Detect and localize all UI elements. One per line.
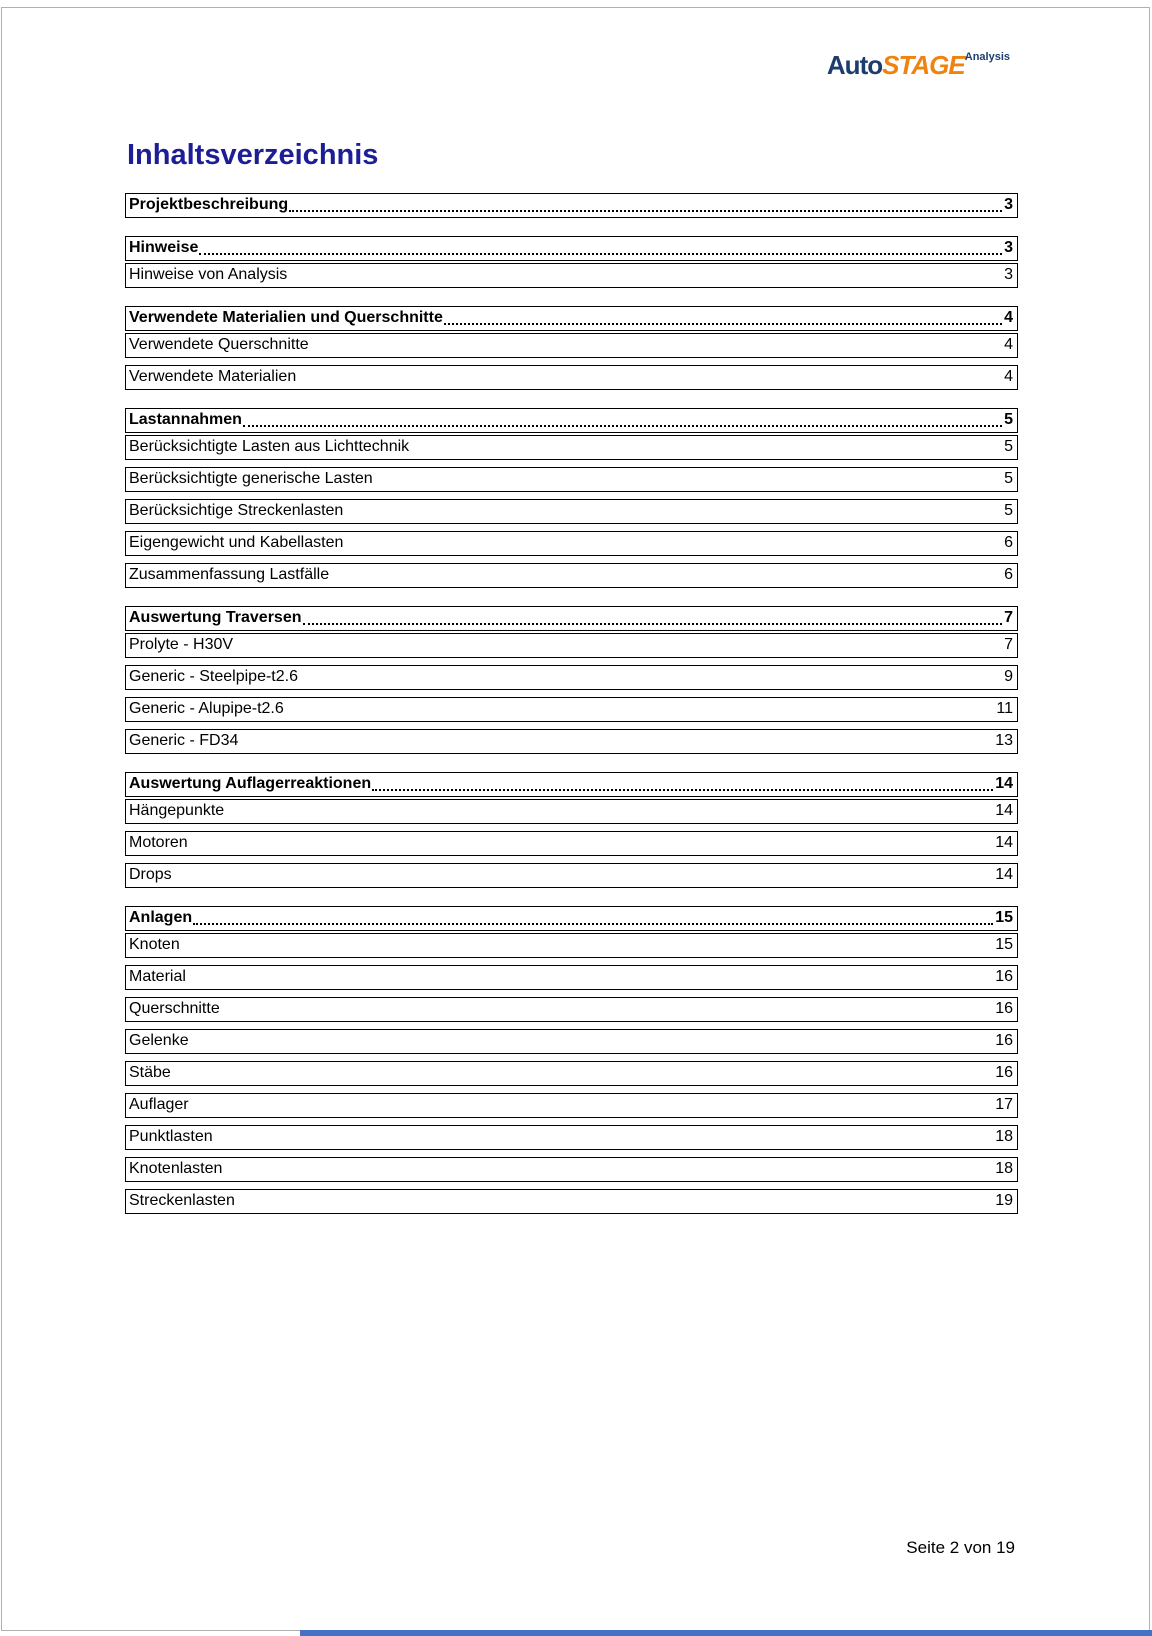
autostage-logo [827, 52, 1010, 78]
toc-entry[interactable] [125, 665, 1018, 690]
footer-page-number: Seite 2 von 19 [906, 1538, 1015, 1557]
toc-entry[interactable] [125, 531, 1018, 556]
toc-entry-label: Generic - Steelpipe-t2.6 [129, 668, 298, 685]
toc-entry[interactable] [125, 467, 1018, 492]
toc-entry-page: 4 [1004, 336, 1013, 353]
toc-entry[interactable] [125, 965, 1018, 990]
toc-entry[interactable] [125, 1029, 1018, 1054]
toc-entry-label: Knoten [129, 936, 180, 953]
toc-leader-dots [303, 623, 1003, 625]
toc-entry-label: Verwendete Materialien [129, 368, 297, 385]
toc-entry-page: 4 [1004, 368, 1013, 385]
toc-entry-page: 16 [995, 1032, 1013, 1049]
toc-entry-label: Verwendete Querschnitte [129, 336, 309, 353]
logo-text-analysis: Analysis [964, 51, 1010, 63]
toc-entry-page: 9 [1004, 668, 1013, 685]
toc-entry[interactable] [125, 1157, 1018, 1182]
toc-entry-page: 18 [995, 1160, 1013, 1177]
toc-entry-page: 19 [995, 1192, 1013, 1209]
toc-leader-dots [372, 789, 993, 791]
toc-entry-page: 6 [1004, 566, 1013, 583]
toc-entry-page: 5 [1004, 470, 1013, 487]
toc-entry[interactable] [125, 997, 1018, 1022]
toc-entry[interactable] [125, 365, 1018, 390]
toc-entry-label: Auswertung Traversen [129, 609, 302, 626]
toc-entry[interactable] [125, 633, 1018, 658]
logo-text-stage: STAGE [882, 50, 965, 80]
toc-entry[interactable] [125, 1125, 1018, 1150]
toc-entry-page: 11 [996, 700, 1013, 717]
toc-entry-label: Auflager [129, 1096, 189, 1113]
toc-entry-page: 14 [995, 775, 1013, 792]
toc-entry-label: Generic - Alupipe-t2.6 [129, 700, 284, 717]
toc-entry-page: 5 [1004, 438, 1013, 455]
toc-leader-dots [444, 323, 1002, 325]
toc-entry-label: Punktlasten [129, 1128, 213, 1145]
toc-entry-label: Material [129, 968, 186, 985]
toc-entry-page: 15 [995, 936, 1013, 953]
toc-leader-dots [243, 425, 1002, 427]
toc-entry-page: 3 [1004, 266, 1013, 283]
toc-entry-label: Auswertung Auflagerreaktionen [129, 775, 372, 792]
toc-entry[interactable] [125, 333, 1018, 358]
logo-text-auto: Auto [826, 50, 883, 80]
toc-entry-page: 7 [1004, 636, 1013, 653]
toc-entry[interactable] [125, 863, 1018, 888]
toc-entry[interactable] [125, 563, 1018, 588]
toc-entry[interactable] [125, 606, 1018, 631]
toc-entry-page: 16 [995, 1000, 1013, 1017]
toc-entry[interactable] [125, 906, 1018, 931]
toc-entry[interactable] [125, 263, 1018, 288]
toc-entry-page: 14 [995, 866, 1013, 883]
toc-entry[interactable] [125, 306, 1018, 331]
page-title: Inhaltsverzeichnis [127, 139, 379, 171]
table-of-contents [125, 193, 1018, 1214]
toc-entry-page: 3 [1004, 196, 1013, 213]
toc-entry-page: 5 [1004, 411, 1013, 428]
toc-entry-label: Hinweise [129, 239, 199, 256]
toc-entry-page: 18 [995, 1128, 1013, 1145]
toc-entry-page: 6 [1004, 534, 1013, 551]
toc-entry-label: Hängepunkte [129, 802, 225, 819]
toc-leader-dots [199, 253, 1002, 255]
toc-entry[interactable] [125, 799, 1018, 824]
toc-entry-label: Hinweise von Analysis [129, 266, 288, 283]
toc-entry-label: Berücksichtigte Lasten aus Lichttechnik [129, 438, 410, 455]
toc-leader-dots [289, 210, 1002, 212]
toc-entry[interactable] [125, 236, 1018, 261]
toc-entry-label: Motoren [129, 834, 188, 851]
toc-entry-page: 16 [995, 1064, 1013, 1081]
toc-entry-label: Generic - FD34 [129, 732, 239, 749]
toc-entry-page: 5 [1004, 502, 1013, 519]
toc-entry-page: 14 [995, 834, 1013, 851]
toc-entry[interactable] [125, 772, 1018, 797]
toc-entry-label: Projektbeschreibung [129, 196, 289, 213]
toc-entry-label: Anlagen [129, 909, 193, 926]
toc-entry-label: Lastannahmen [129, 411, 242, 428]
toc-entry[interactable] [125, 831, 1018, 856]
toc-entry-page: 4 [1004, 309, 1013, 326]
toc-entry-page: 13 [995, 732, 1013, 749]
toc-entry[interactable] [125, 193, 1018, 218]
toc-entry[interactable] [125, 1189, 1018, 1214]
toc-entry[interactable] [125, 933, 1018, 958]
toc-entry[interactable] [125, 1093, 1018, 1118]
toc-entry-label: Gelenke [129, 1032, 189, 1049]
toc-entry-page: 15 [995, 909, 1013, 926]
toc-entry-label: Querschnitte [129, 1000, 220, 1017]
toc-entry-page: 16 [995, 968, 1013, 985]
toc-entry-page: 14 [995, 802, 1013, 819]
toc-entry-page: 7 [1004, 609, 1013, 626]
toc-entry[interactable] [125, 499, 1018, 524]
toc-entry-label: Knotenlasten [129, 1160, 223, 1177]
toc-entry-label: Stäbe [129, 1064, 171, 1081]
toc-entry-label: Drops [129, 866, 172, 883]
toc-entry[interactable] [125, 1061, 1018, 1086]
toc-entry-page: 3 [1004, 239, 1013, 256]
toc-entry[interactable] [125, 697, 1018, 722]
toc-entry-label: Streckenlasten [129, 1192, 235, 1209]
toc-entry-label: Prolyte - H30V [129, 636, 234, 653]
toc-entry-label: Berücksichtige Streckenlasten [129, 502, 344, 519]
toc-entry[interactable] [125, 729, 1018, 754]
toc-entry[interactable] [125, 408, 1018, 433]
toc-entry-label: Verwendete Materialien und Querschnitte [129, 309, 443, 326]
toc-entry[interactable] [125, 435, 1018, 460]
toc-entry-page: 17 [995, 1096, 1013, 1113]
toc-entry-label: Eigengewicht und Kabellasten [129, 534, 344, 551]
toc-entry-label: Zusammenfassung Lastfälle [129, 566, 330, 583]
toc-entry-label: Berücksichtigte generische Lasten [129, 470, 373, 487]
next-page-blue-bar [300, 1630, 1152, 1636]
toc-leader-dots [193, 923, 993, 925]
